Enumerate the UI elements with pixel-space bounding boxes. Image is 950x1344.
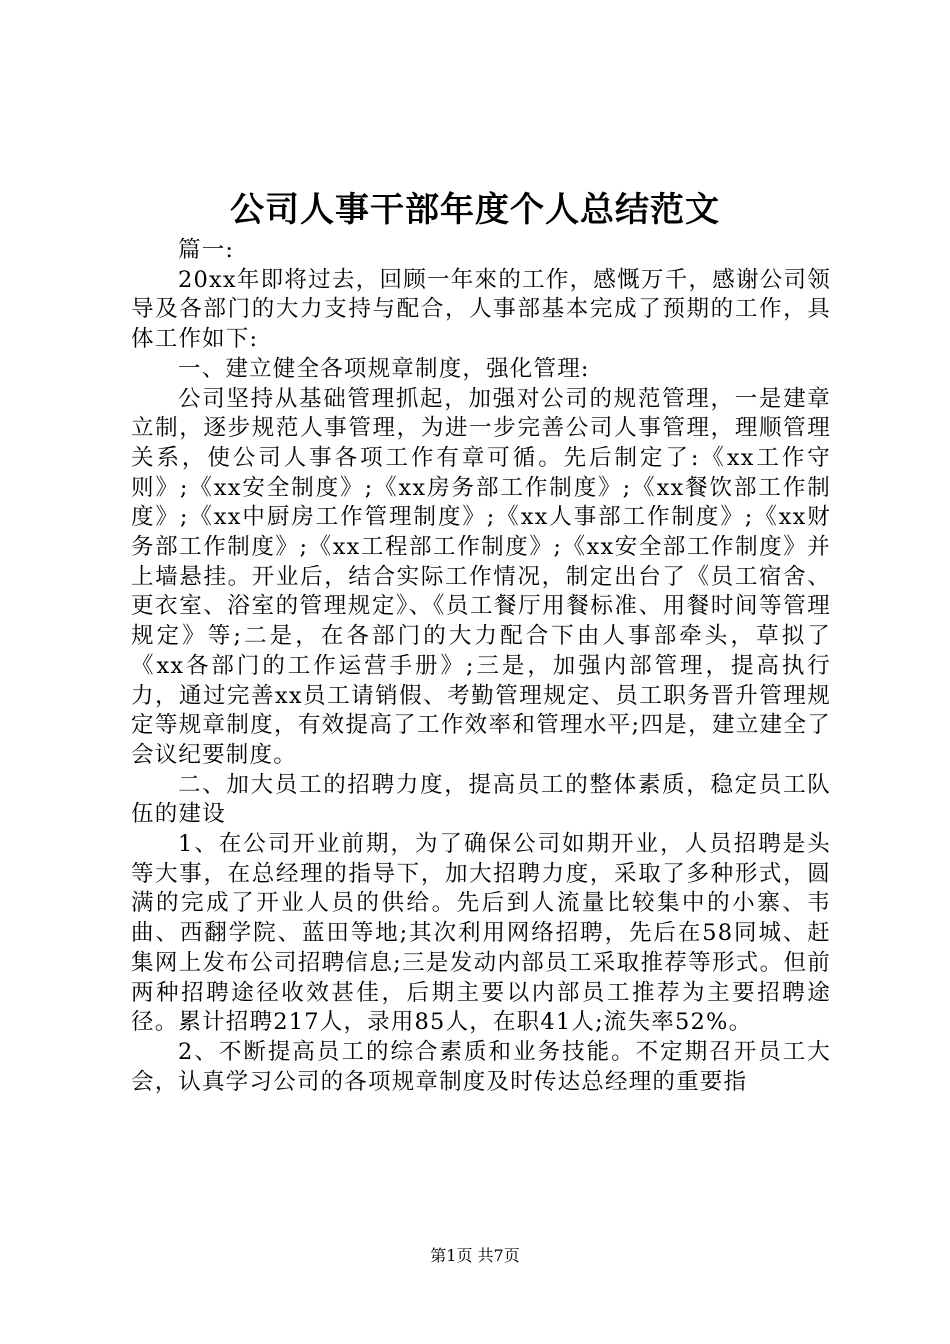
- heading-two: 二、加大员工的招聘力度，提高员工的整体素质，稳定员工队伍的建设: [131, 771, 831, 828]
- training-paragraph: 2、不断提高员工的综合素质和业务技能。不定期召开员工大会，认真学习公司的各项规章制度及时传达总经理的重要指: [131, 1038, 831, 1095]
- regulations-paragraph: 公司坚持从基础管理抓起，加强对公司的规范管理，一是建章立制，逐步规范人事管理，为进一步完善公司人事管理，理顺管理关系，使公司人事各项工作有章可循。先后制定了:《xx工作守则》;《xx安全制度》;《xx房务部工作制度》;《xx餐饮部工作制度》;《xx中厨房工作管理制度》;《xx人事部工作制度》;《xx财务部工作制度》;《xx工程部工作制度》;《xx安全部工作制度》并上墙悬挂。开业后，结合实际工作情况，制定出台了《员工宿舍、更衣室、浴室的管理规定》、《员工餐厅用餐标准、用餐时间等管理规定》等;二是，在各部门的大力配合下由人事部牵头，草拟了《xx各部门的工作运营手册》;三是，加强内部管理，提高执行力，通过完善xx员工请销假、考勤管理规定、员工职务晋升管理规定等规章制度，有效提高了工作效率和管理水平;四是，建立建全了会议纪要制度。: [131, 385, 831, 768]
- intro-paragraph: 20xx年即将过去，回顾一年來的工作，感慨万千，感谢公司领导及各部门的大力支持与配合，人事部基本完成了预期的工作，具体工作如下:: [131, 266, 831, 353]
- document-body: [131, 236, 831, 1097]
- page-number: 第1页 共7页: [430, 1246, 520, 1265]
- document-title: 公司人事干部年度个人总结范文: [230, 190, 720, 230]
- heading-one: 一、建立健全各项规章制度，强化管理:: [178, 355, 590, 382]
- section-label: 篇一:: [178, 237, 235, 263]
- recruitment-paragraph: 1、在公司开业前期，为了确保公司如期开业，人员招聘是头等大事，在总经理的指导下，加大招聘力度，采取了多种形式，圆满的完成了开业人员的供给。先后到人流量比较集中的小寨、韦曲、西翻学院、蓝田等地;其次利用网络招聘，先后在58同城、赶集网上发布公司招聘信息;三是发动内部员工采取推荐等形式。但前两种招聘途径收效甚佳，后期主要以内部员工推荐为主要招聘途径。累计招聘217人，录用85人，在职41人;流失率52%。: [131, 831, 831, 1036]
